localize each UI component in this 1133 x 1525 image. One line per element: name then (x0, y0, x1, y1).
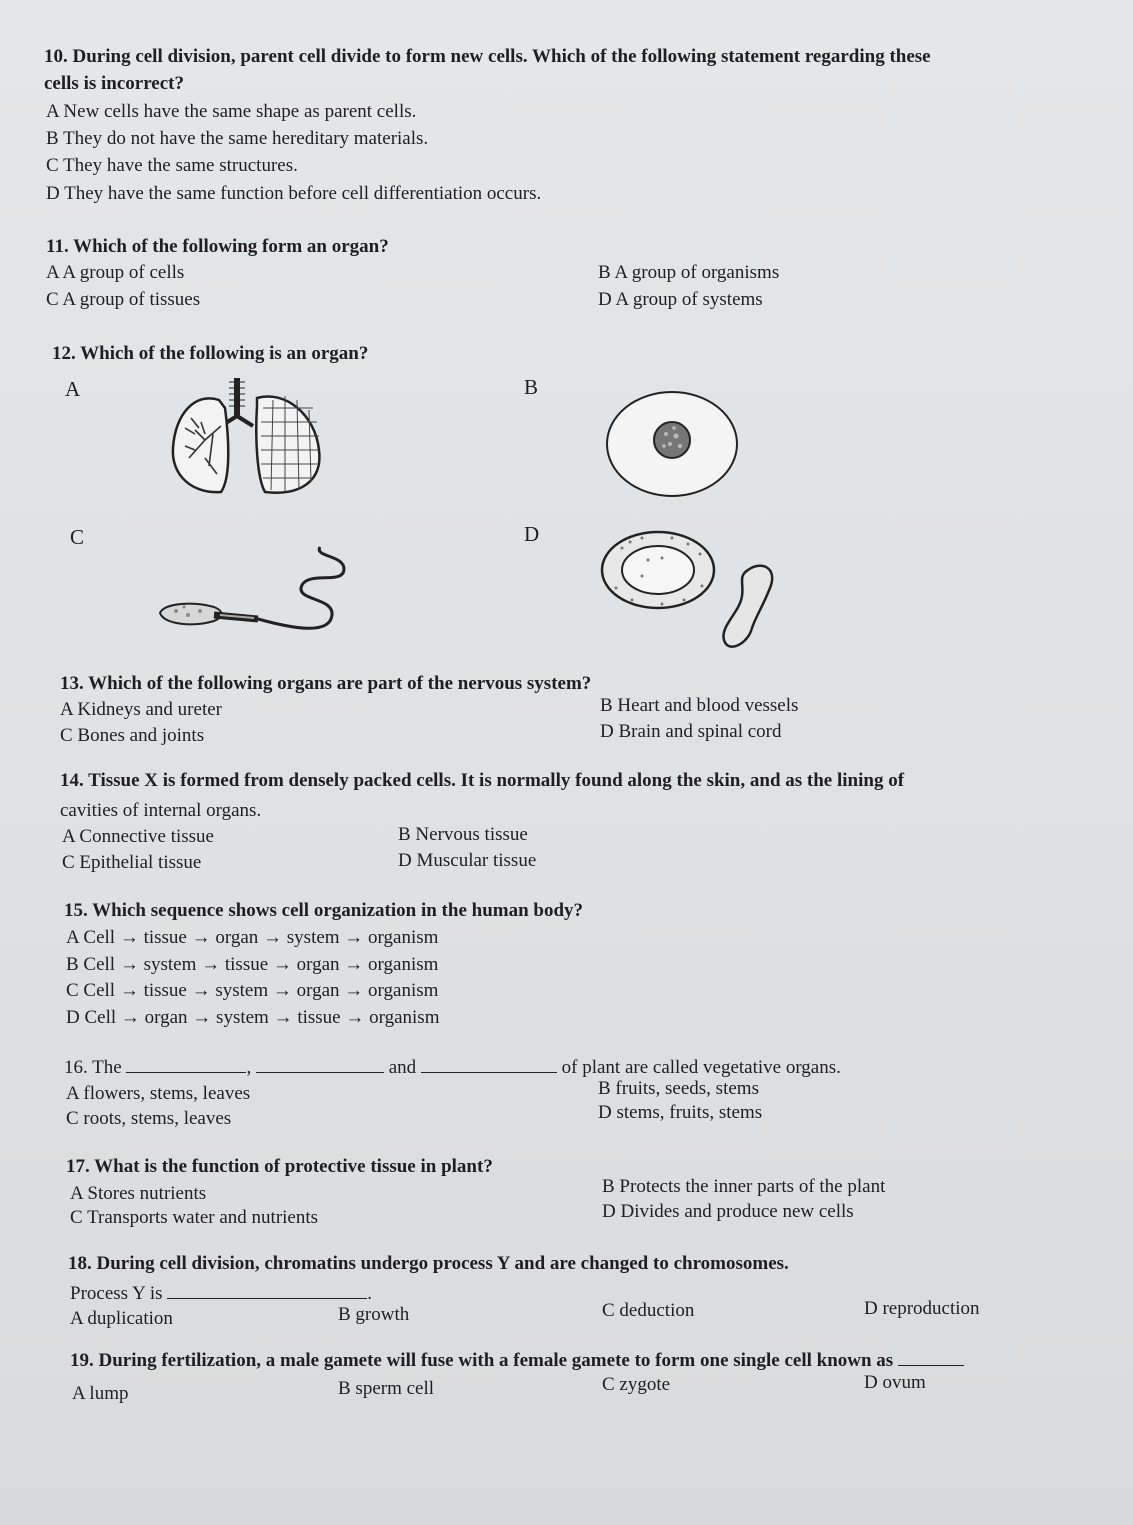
q18-option-a: A duplication (70, 1308, 173, 1329)
q11-option-b: B A group of organisms (598, 262, 780, 283)
q13-stem: 13. Which of the following organs are part of the nervous system? (60, 673, 592, 694)
q16-option-b: B fruits, seeds, stems (598, 1078, 759, 1099)
lungs-illustration (165, 378, 330, 498)
q19-option-d: D ovum (864, 1372, 926, 1393)
q16-option-c: C roots, stems, leaves (66, 1108, 232, 1129)
q16-comma: , (246, 1057, 252, 1078)
q18-option-c: C deduction (602, 1300, 695, 1321)
q10-stem-line2: cells is incorrect? (44, 73, 184, 94)
q11-option-c: C A group of tissues (46, 289, 201, 310)
q13-option-a: A Kidneys and ureter (60, 699, 222, 720)
animal-cell-illustration (604, 388, 740, 500)
q12-label-d: D (524, 522, 540, 546)
q18-stem-line2 (70, 1283, 372, 1305)
q16-prefix: 16. The (64, 1057, 122, 1078)
q17-option-b: B Protects the inner parts of the plant (602, 1176, 886, 1197)
q10-option-b: B They do not have the same hereditary materials. (46, 128, 429, 149)
q16-blank-1[interactable] (126, 1058, 246, 1073)
q17-option-d: D Divides and produce new cells (602, 1201, 854, 1222)
q10-option-a: A New cells have the same shape as parent cells. (46, 101, 417, 122)
q19-blank[interactable] (898, 1351, 964, 1366)
q13-option-d: D Brain and spinal cord (600, 721, 782, 742)
q17-stem: 17. What is the function of protective tissue in plant? (66, 1156, 493, 1177)
q11-stem: 11. Which of the following form an organ? (46, 236, 389, 257)
q15-option-a: A Cell → tissue → organ → system → organism (66, 927, 439, 948)
q16-option-a: A flowers, stems, leaves (66, 1083, 251, 1104)
q14-option-a: A Connective tissue (62, 826, 214, 847)
sperm-cell-illustration (154, 545, 354, 645)
q12-label-a: A (65, 377, 81, 401)
q12-label-c: C (70, 525, 85, 549)
q11-option-a: A A group of cells (46, 262, 185, 283)
q13-option-c: C Bones and joints (60, 725, 205, 746)
q15-stem: 15. Which sequence shows cell organization in the human body? (64, 900, 584, 921)
q15-option-c: C Cell → tissue → system → organ → organism (66, 980, 439, 1001)
q14-option-d: D Muscular tissue (398, 850, 537, 871)
q11-option-d: D A group of systems (598, 289, 763, 310)
q10-option-c: C They have the same structures. (46, 155, 298, 176)
q17-option-c: C Transports water and nutrients (70, 1207, 319, 1228)
q19-option-c: C zygote (602, 1374, 671, 1395)
q14-option-b: B Nervous tissue (398, 824, 528, 845)
q14-option-c: C Epithelial tissue (62, 852, 202, 873)
q12-label-b: B (524, 375, 539, 399)
q15-option-d: D Cell → organ → system → tissue → organism (66, 1007, 440, 1028)
red-blood-cell-illustration (602, 530, 782, 656)
q16-stem (64, 1057, 841, 1079)
q18-option-b: B growth (338, 1304, 410, 1325)
q16-suffix: of plant are called vegetative organs. (561, 1057, 841, 1078)
q18-period: . (367, 1283, 373, 1304)
q14-stem-line2: cavities of internal organs. (60, 800, 262, 821)
q14-stem-line1: 14. Tissue X is formed from densely packed cells. It is normally found along the skin, and as the lining of (60, 770, 905, 791)
q18-blank[interactable] (167, 1284, 367, 1299)
q13-option-b: B Heart and blood vessels (600, 695, 799, 716)
q16-and: and (388, 1057, 417, 1078)
q16-option-d: D stems, fruits, stems (598, 1102, 763, 1123)
q17-option-a: A Stores nutrients (70, 1183, 207, 1204)
q19-option-a: A lump (72, 1383, 129, 1404)
q18-process-label: Process Y is (70, 1283, 163, 1304)
q19-stem (70, 1350, 964, 1372)
q10-stem-line1: 10. During cell division, parent cell divide to form new cells. Which of the following statement regarding these (44, 46, 931, 67)
q19-stem-text: 19. During fertilization, a male gamete will fuse with a female gamete to form one single cell known as (70, 1350, 894, 1371)
q10-option-d: D They have the same function before cell differentiation occurs. (46, 183, 542, 204)
q12-stem: 12. Which of the following is an organ? (52, 343, 369, 364)
q19-option-b: B sperm cell (338, 1378, 435, 1399)
q16-blank-2[interactable] (256, 1058, 384, 1073)
q18-stem-line1: 18. During cell division, chromatins undergo process Y and are changed to chromosomes. (68, 1253, 789, 1274)
q15-option-b: B Cell → system → tissue → organ → organism (66, 954, 439, 975)
q16-blank-3[interactable] (421, 1058, 557, 1073)
q18-option-d: D reproduction (864, 1298, 980, 1319)
